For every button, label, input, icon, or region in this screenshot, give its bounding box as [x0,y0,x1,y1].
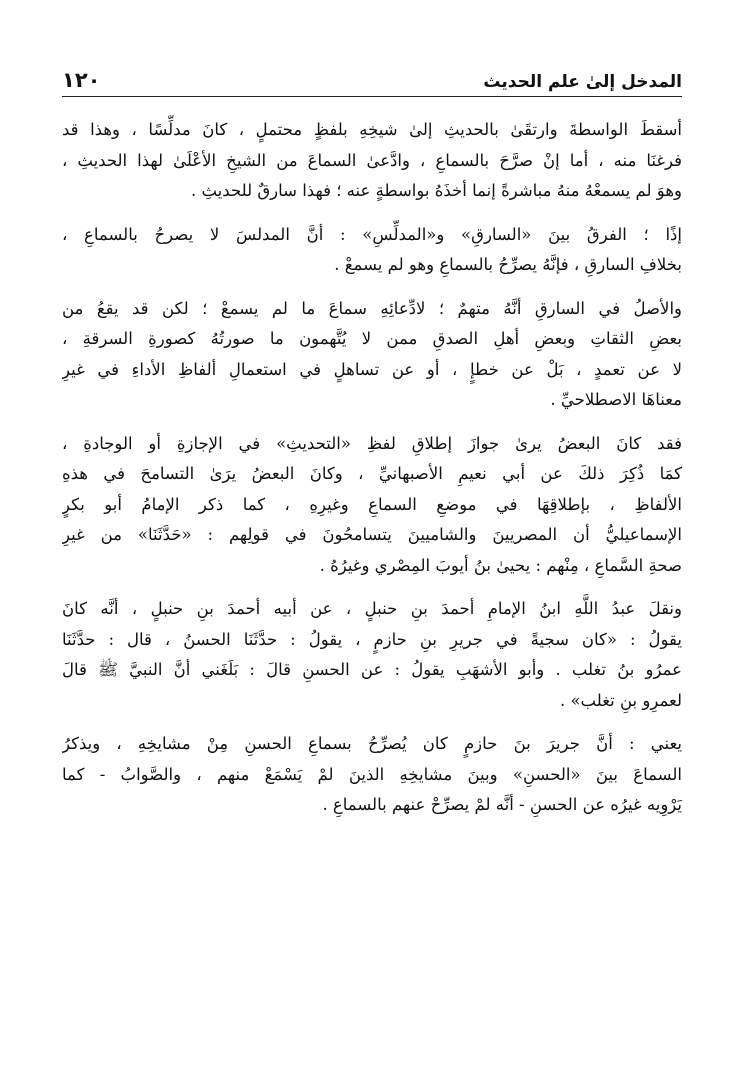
running-title: المدخل إلىٰ علم الحديث [483,72,682,92]
text-line: صحةِ السَّماعِ ، مِنْهم : يحيىٰ بنُ أيوبَ المِصْري وغيرُهُ . [319,555,682,575]
book-page [62,56,682,1016]
page-header [62,56,682,97]
text-line: فرغنَا منه ، أما إنْ صرَّحَ بالسماعِ ، وادَّعىٰ السماعَ من الشيخِ الأعْلَىٰ لهذا الحديثِ ، [62,150,682,170]
page-body [62,115,682,821]
text-line: كمَا ذُكِرَ ذلكَ عن أبي نعيمِ الأصبهانيِّ ، وكانَ البعضُ يرَىٰ التسامحَ في هذهِ [62,464,682,483]
text-line: معناهَا الاصطلاحيِّ . [550,390,682,409]
paragraph [62,115,682,207]
text-line: السماعَ بينَ «الحسنِ» وبينَ مشايخِهِ الذينَ لمْ يَسْمَعْ منهم ، والصَّوابُ - كما [62,764,682,784]
page-number: ١٢٠ [62,68,101,92]
paragraph [62,429,682,582]
text-line: بعضِ الثقاتِ وبعضِ أهلِ الصدقِ ممن لا يُتَّهمون ما صورتُهُ كصورةِ السرقةِ ، [62,329,682,348]
text-line: لعمرِو بنِ تغلب» . [559,690,682,710]
text-line: وهوَ لم يسمعْهُ منهُ مباشرةً إنما أخذَهُ بواسطةٍ عنه ؛ فهذا سارقٌ للحديثِ . [191,181,682,200]
text-line: الإسماعيليُّ أن المصريينَ والشاميينَ يتسامحُونَ في قولِهم : «حَدَّثَنَا» من غيرِ [62,525,682,544]
text-line: يعني : أنَّ جريرَ بنَ حازمٍ كان يُصرِّحُ بسماعِ الحسنِ مِنْ مشايخِهِ ، ويذكرُ [62,734,682,753]
text-line: بخلافِ السارقِ ، فإنَّهُ يصرِّحُ بالسماعِ وهو لم يسمعْ . [334,255,682,274]
text-line: عمرُو بنُ تغلب . وأبو الأشهَبِ يقولُ : عن الحسنِ قالَ : بَلَغَني أنَّ النبيَّ ﷺ قالَ [62,660,682,679]
text-line: الألفاظِ ، بإطلاقِهَا في موضعِ السماعِ وغيرِهِ ، كما ذكر الإمامُ أبو بكرٍ [62,494,682,514]
text-line: لا عن تعمدٍ ، بَلْ عن خطإٍ ، أو عن تساهلٍ في استعمالِ ألفاظِ الأداءِ في غيرِ [62,359,682,379]
paragraph [62,729,682,821]
text-line: يَرْوِيه غيرُه عن الحسنِ - أنَّه لمْ يصرِّحْ عنهم بالسماعِ . [322,795,682,814]
text-line: والأصلُ في السارقِ أنَّهُ متهمٌ ؛ لادِّعائِهِ سماعَ ما لم يسمعْ ؛ لكن قد يقعُ من [62,298,682,318]
paragraph [62,220,682,281]
text-line: فقد كانَ البعضُ يرىٰ جوازَ إطلاقِ لفظِ «التحديثِ» في الإجازةِ أو الوجادةِ ، [62,433,682,453]
text-line: إذًا ؛ الفرقُ بينَ «السارقِ» و«المدلِّسِ» : أنَّ المدلسَ لا يصرحُ بالسماعِ ، [62,224,682,244]
paragraph [62,594,682,716]
text-line: يقولُ : «كان سجيةً في جريرِ بنِ حازمٍ ، يقولُ : حدَّثَنَا الحسنُ ، قال : حدَّثَنَا [62,629,682,649]
text-line: أسقطَ الواسطةَ وارتقَىٰ بالحديثِ إلىٰ شيخِهِ بلفظٍ محتملٍ ، كانَ مدلِّسًا ، وهذا قد [62,120,682,139]
paragraph [62,294,682,416]
text-line: ونقلَ عبدُ اللَّهِ ابنُ الإمامِ أحمدَ بنِ حنبلٍ ، عن أبيه أحمدَ بنِ حنبلٍ ، أنَّه كانَ [62,599,682,618]
